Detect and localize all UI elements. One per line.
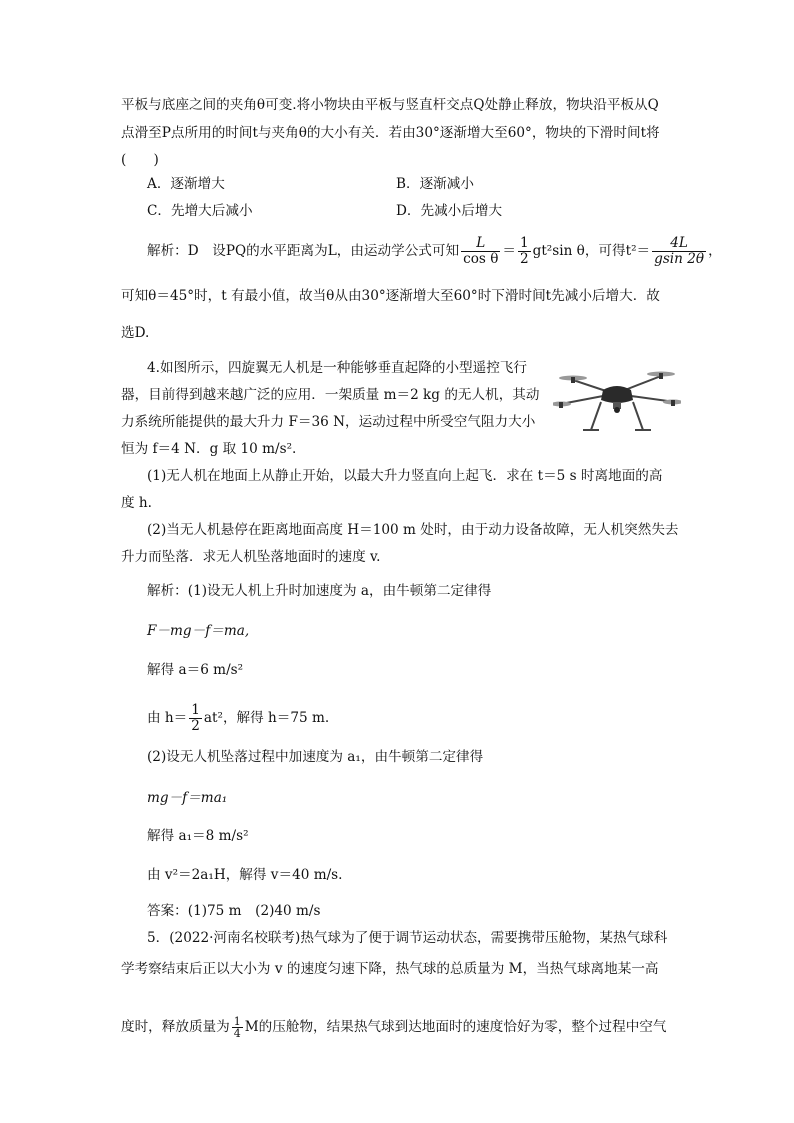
fraction-4l-over-gsin bbox=[652, 236, 706, 267]
q4-sub1-line-2: 度 h. bbox=[121, 495, 152, 511]
q4-line-2: 器，目前得到越来越广泛的应用．一架质量 m＝2 kg 的无人机，其动 bbox=[121, 387, 540, 403]
frac-denominator: 2 bbox=[519, 251, 529, 267]
frac-numerator: 1 bbox=[233, 1015, 241, 1028]
fraction-l-over-cos bbox=[461, 236, 500, 267]
frac-denominator: 4 bbox=[233, 1027, 241, 1040]
q3-solution-line-1 bbox=[147, 236, 722, 267]
q3-solution-text: 解析：D 设PQ的水平距离为L，由运动学公式可知 bbox=[147, 243, 460, 259]
q3-option-b: B．逐渐减小 bbox=[396, 176, 474, 192]
q4-sub2-line-1: (2)当无人机悬停在距离地面高度 H＝100 m 处时，由于动力设备故障，无人机突然失去 bbox=[147, 522, 679, 538]
q4-solution-line-2: F－mg－f＝ma, bbox=[147, 623, 250, 639]
q4-solution-line-5: (2)设无人机坠落过程中加速度为 a₁，由牛顿第二定律得 bbox=[147, 749, 484, 765]
q4-solution-line-6: mg－f＝ma₁ bbox=[147, 790, 228, 806]
q4-line-3: 力系统所能提供的最大升力 F＝36 N，运动过程中所受空气阻力大小 bbox=[121, 414, 536, 430]
q4-sub1-line-1: (1)无人机在地面上从静止开始，以最大升力竖直向上起飞．求在 t＝5 s 时离地面的高 bbox=[147, 468, 663, 484]
frac-denominator: gsin 2θ bbox=[654, 251, 705, 267]
q3-line-2: 点滑至P点所用的时间t与夹角θ的大小有关．若由30°逐渐增大至60°，物块的下滑时间t将 bbox=[121, 125, 660, 141]
q5-text: M的压舱物，结果热气球到达地面时的速度恰好为零，整个过程中空气 bbox=[244, 1019, 667, 1035]
q5-line-2: 学考察结束后正以大小为 v 的速度匀速下降，热气球的总质量为 M，当热气球离地某一高 bbox=[121, 961, 659, 977]
q3-answer-blank: ( ) bbox=[121, 152, 159, 168]
q3-option-d: D．先减小后增大 bbox=[396, 203, 503, 219]
solution-text: 由 h＝ bbox=[147, 710, 188, 726]
comma: ， bbox=[708, 243, 722, 259]
equals-sign: ＝ bbox=[502, 243, 516, 259]
q3-solution-text-2: gt²sin θ，可得t²＝ bbox=[532, 243, 651, 259]
q4-solution-line-3: 解得 a＝6 m/s² bbox=[147, 662, 244, 678]
q3-option-a: A．逐渐增大 bbox=[147, 176, 225, 192]
solution-text: at²，解得 h＝75 m. bbox=[203, 710, 330, 726]
q4-line-4: 恒为 f＝4 N．g 取 10 m/s². bbox=[121, 441, 297, 457]
q4-solution-line-7: 解得 a₁＝8 m/s² bbox=[147, 828, 249, 844]
q4-sub2-line-2: 升力而坠落．求无人机坠落地面时的速度 v. bbox=[121, 549, 381, 565]
fraction-one-half bbox=[518, 236, 531, 267]
q5-text: 度时，释放质量为 bbox=[121, 1019, 230, 1035]
q4-answer: 答案：(1)75 m (2)40 m/s bbox=[147, 903, 321, 919]
q3-solution-line-3: 选D. bbox=[121, 325, 150, 341]
q4-solution-line-4 bbox=[147, 703, 329, 734]
q3-solution-line-2: 可知θ＝45°时，t 有最小值，故当θ从由30°逐渐增大至60°时下滑时间t先减小后增大．故 bbox=[121, 288, 660, 304]
q3-line-1: 平板与底座之间的夹角θ可变.将小物块由平板与竖直杆交点Q处静止释放，物块沿平板从Q bbox=[121, 97, 659, 113]
q3-option-c: C．先增大后减小 bbox=[147, 203, 253, 219]
frac-numerator: L bbox=[461, 236, 500, 252]
frac-numerator: 1 bbox=[191, 702, 200, 718]
q5-line-3 bbox=[121, 1016, 666, 1039]
frac-numerator: 4L bbox=[652, 236, 706, 252]
frac-denominator: 2 bbox=[191, 718, 200, 734]
drone-icon bbox=[553, 350, 681, 436]
q4-solution-line-8: 由 v²＝2a₁H，解得 v＝40 m/s. bbox=[147, 867, 343, 883]
fraction-one-half bbox=[189, 703, 202, 734]
q4-solution-line-1: 解析：(1)设无人机上升时加速度为 a，由牛顿第二定律得 bbox=[147, 583, 492, 599]
fraction-one-quarter bbox=[232, 1016, 243, 1039]
frac-denominator: cos θ bbox=[463, 251, 499, 267]
q5-line-1: 5．(2022·河南名校联考)热气球为了便于调节运动状态，需要携带压舱物，某热气球科 bbox=[147, 930, 668, 946]
q4-line-1: 4.如图所示，四旋翼无人机是一种能够垂直起降的小型遥控飞行 bbox=[147, 360, 527, 376]
frac-numerator: 1 bbox=[519, 235, 529, 251]
